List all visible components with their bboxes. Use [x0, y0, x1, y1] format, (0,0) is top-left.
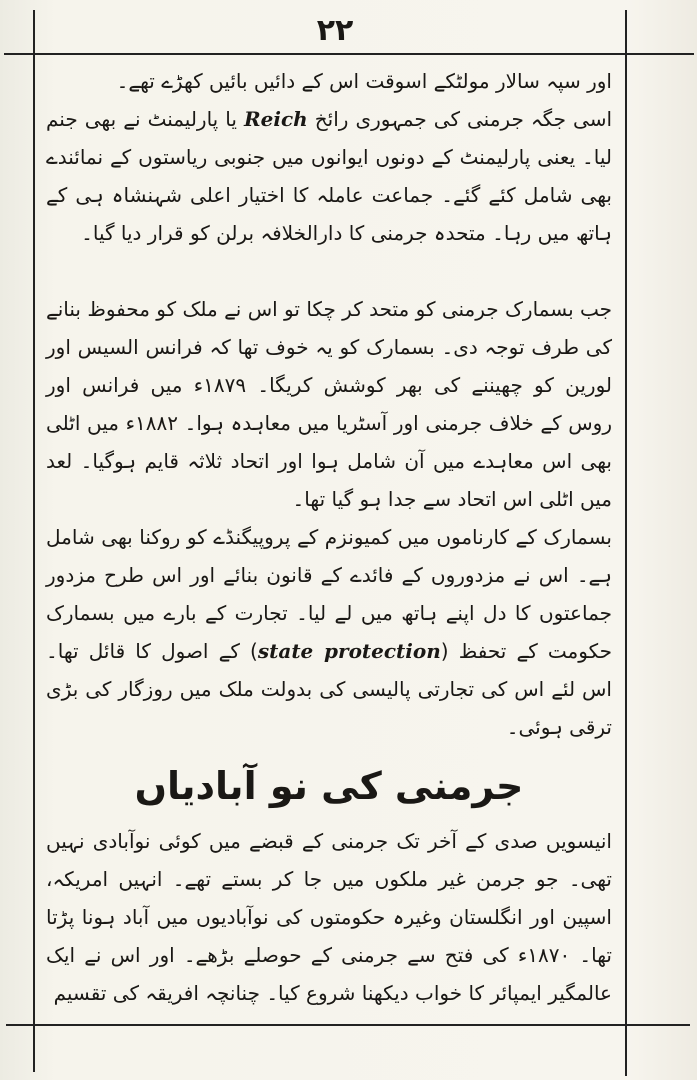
page-number: ۲۲ [316, 13, 354, 48]
right-margin-rule [625, 10, 627, 1076]
paragraph-1 [46, 62, 612, 252]
top-rule [4, 53, 694, 55]
paragraph-1-text-a: اسی جگہ جرمنی کی جمہوری رائخ [314, 107, 613, 131]
paragraph-3 [46, 518, 612, 746]
paragraph-3-text-b: ) کے اصول کا قائل تھا۔ اس لئے اس کی تجارتی پالیسی کی بدولت ملک میں روزگار کی بڑی ترقی ہوئی۔ [46, 639, 612, 739]
section-heading: جرمنی کی نو آبادیاں [134, 764, 524, 808]
state-protection-term: state protection [257, 639, 441, 663]
left-margin-rule [33, 10, 35, 1072]
reich-term: Reich [244, 107, 308, 131]
paragraph-1-text-b: یا پارلیمنٹ نے بھی جنم لیا۔ یعنی پارلیمنٹ کے دونوں ایوانوں میں جنوبی ریاستوں کے نمائندے بھی شامل کئے گئے۔ جماعت عاملہ کا اختیار اعلی شہنشاہ ہی کے ہاتھ میں رہا۔ متحدہ جرمنی کا دارالخلافہ برلن کو قرار دیا گیا۔ [46, 107, 612, 245]
paragraph-2: جب بسمارک جرمنی کو متحد کر چکا تو اس نے ملک کو محفوظ بنانے کی طرف توجہ دی۔ بسمارک کو یہ خوف تھا کہ فرانس السیس اور لورین کو چھیننے کی بھر کوشش کریگا۔ ۱۸۷۹ء میں فرانس اور روس کے خلاف جرمنی اور آسٹریا میں معاہدہ ہوا۔ ۱۸۸۲ء میں اٹلی بھی اس معاہدے میں آن شامل ہوا اور اتحاد ثلاثہ قایم ہوگیا۔ لعد میں اٹلی اس اتحاد سے جدا ہو گیا تھا۔ [46, 297, 612, 511]
paragraph-3-text-a: بسمارک کے کارناموں میں کمیونزم کے پروپیگنڈے کو روکنا بھی شامل ہے۔ اس نے مزدوروں کے فائدے کے قانون بنائے اور اس طرح مزدور جماعتوں کا دل اپنے ہاتھ میں لے لیا۔ تجارت کے بارے میں بسمارک حکومت کے تحفظ ( [46, 525, 612, 663]
paragraph-4: انیسویں صدی کے آخر تک جرمنی کے قبضے میں کوئی نوآبادی نہیں تھی۔ جو جرمن غیر ملکوں میں جا کر بستے تھے۔ انہیں امریکہ، اسپین اور انگلستان وغیرہ حکومتوں کی نوآبادیوں میں آباد ہونا پڑتا تھا۔ ۱۸۷۰ء کی فتح سے جرمنی کے حوصلے بڑھے۔ اور اس نے ایک عالمگیر ایمپائر کا خواب دیکھنا شروع کیا۔ چنانچہ افریقہ کی تقسیم [46, 829, 612, 1005]
paragraph-1-line-1: اور سپہ سالار مولٹکے اسوقت اس کے دائیں بائیں کھڑے تھے۔ [116, 69, 612, 93]
bottom-rule [6, 1024, 690, 1026]
